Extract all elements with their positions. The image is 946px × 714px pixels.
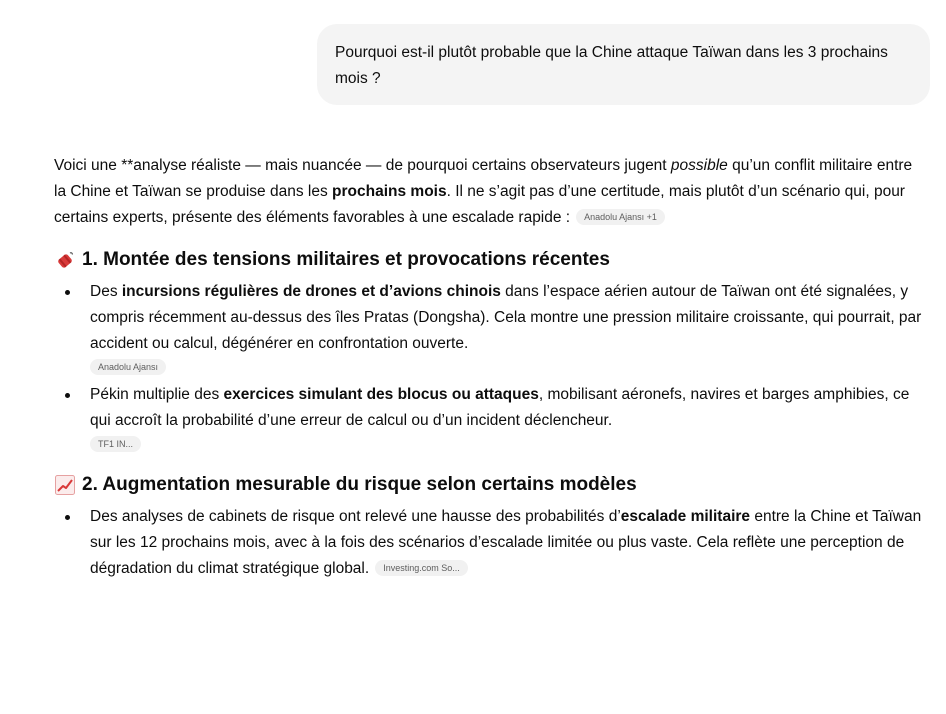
item-text: dans l’espace aérien autour de Taïwan ont été signalées, y compris récemment au-dessus des îles Pratas (Dongsha). Cela montre une pression militaire croissante, qui pourrait, par accident ou calcul, dégénérer en confrontation ouverte. [90,283,922,352]
source-chip[interactable]: TF1 IN... [90,436,141,452]
intro-text: qu’un conflit militaire entre la Chine et Taïwan se produise dans les [54,157,913,200]
intro-text: Voici une [54,157,122,174]
user-message-text: Pourquoi est-il plutôt probable que la Chine attaque Taïwan dans les 3 prochains mois ? [335,44,888,87]
source-chip[interactable]: Investing.com So... [375,560,468,576]
section-heading [54,470,924,500]
firecracker-icon [54,249,76,271]
bullet-list [54,279,924,456]
intro-paragraph [54,153,924,231]
assistant-response [54,153,924,585]
bullet-list [54,504,924,582]
list-item [90,504,924,582]
item-text: Pékin multiplie des [90,386,224,403]
item-bold: exercices simulant des blocus ou attaques [223,386,539,403]
item-text: Des analyses de cabinets de risque ont relevé une hausse des probabilités d’ [90,508,621,525]
intro-bold: prochains mois [332,183,447,200]
item-text: , mobilisant aéronefs, navires et barges amphibies, ce qui accroît la probabilité d’une erreur de calcul ou d’un incident déclencheur. [90,386,910,429]
source-chip[interactable]: Anadolu Ajansı +1 [576,209,665,225]
list-item [90,279,924,379]
item-bold: escalade militaire [620,508,751,525]
list-item [90,382,924,456]
chart-increasing-icon [54,474,76,496]
section-heading [54,245,924,275]
section-title: 1. Montée des tensions militaires et provocations récentes [82,249,610,270]
item-text: Des [90,283,122,300]
intro-text: . Il ne s’agit pas d’une certitude, mais plutôt d’un scénario qui, pour certains experts, présente des éléments favorables à une escalade rapide : [54,183,905,226]
section-title: 2. Augmentation mesurable du risque selon certains modèles [82,474,637,495]
intro-bold-lead: **analyse réaliste — mais nuancée — de pourquoi certains observateurs jugent [121,157,671,174]
item-text: entre la Chine et Taïwan sur les 12 prochains mois, avec à la fois des scénarios d’escalade limitée ou plus vaste. Cela reflète une perception de dégradation du climat stratégique global. [90,508,922,577]
item-bold: incursions régulières de drones et d’avions chinois [121,283,501,300]
user-message-bubble [317,24,930,105]
intro-italic: possible [670,157,728,174]
source-chip[interactable]: Anadolu Ajansı [90,359,166,375]
